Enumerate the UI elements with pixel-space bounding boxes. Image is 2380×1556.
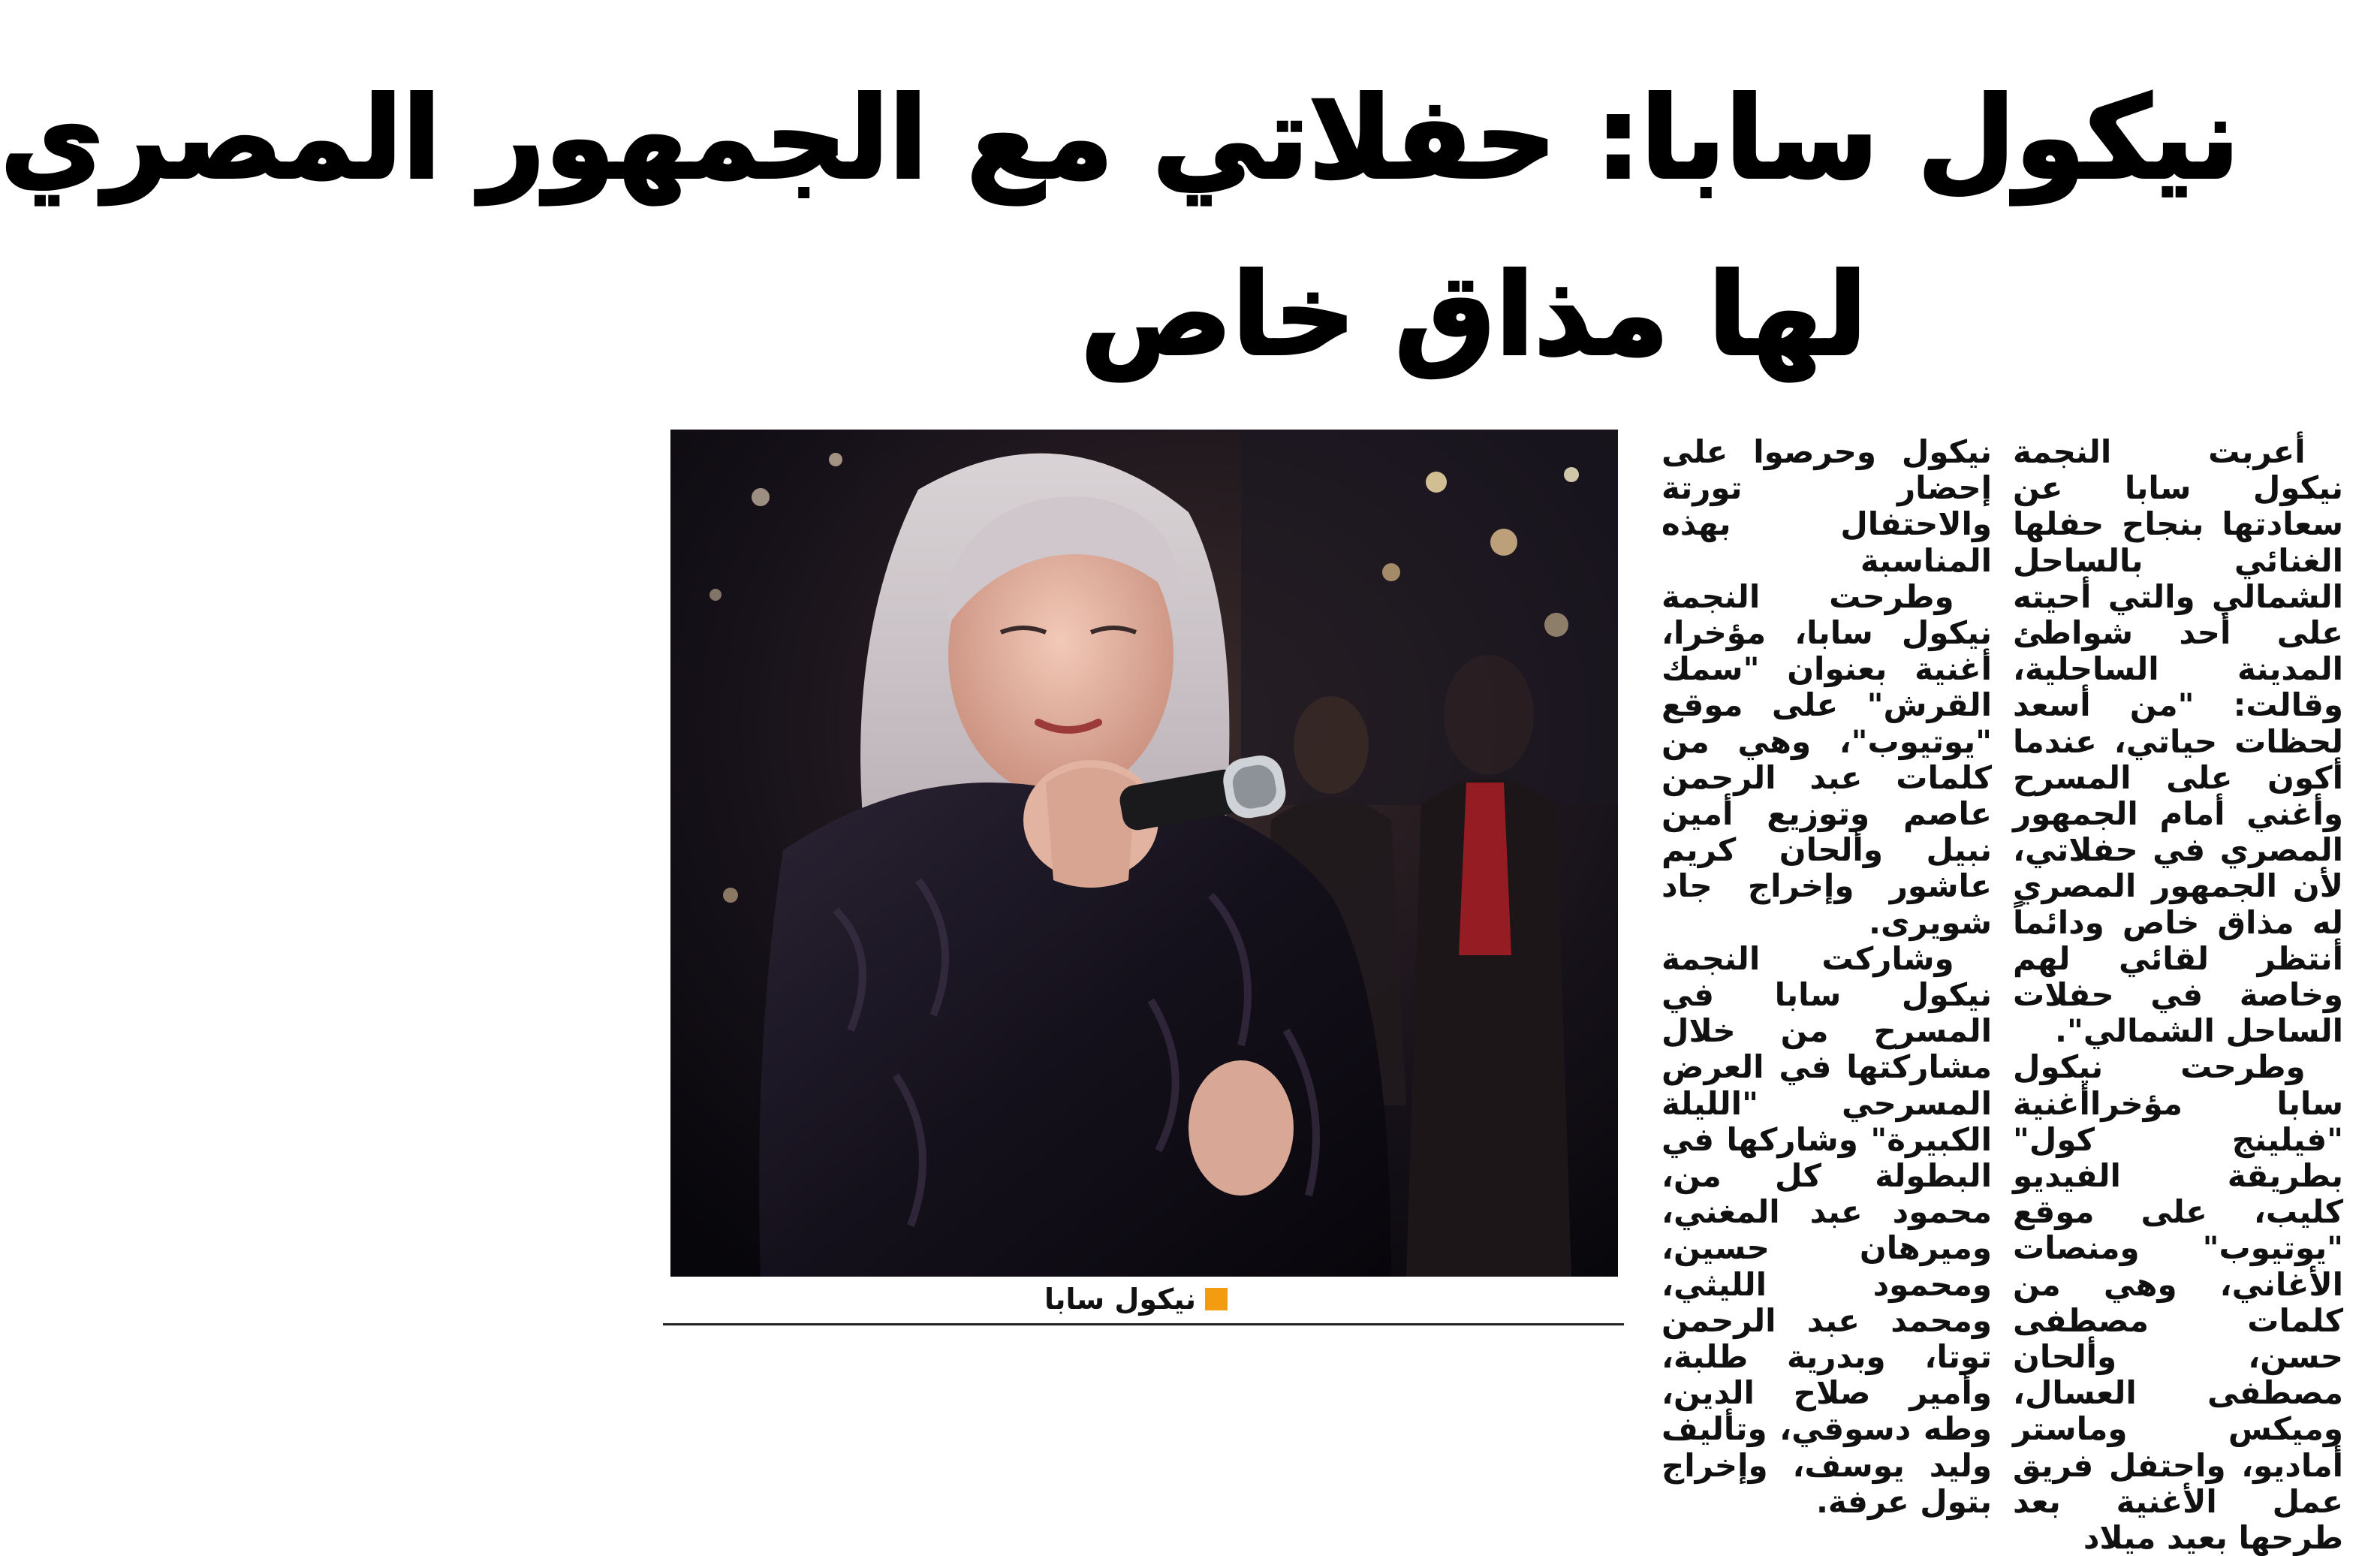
article-column-middle <box>1661 433 1992 1520</box>
column-middle-paragraph-3: وشاركت النجمة نيكول سابا في المسرح من خلال مشاركتها في العرض المسرحي "الليلة الكبيرة" وشاركها في البطولة كل من، محمود عبد المغني، وميرهان حسين، ومحمود الليثي، ومحمد عبد الرحمن توتا، وبدرية طلبة، وأمير صلاح الدين، وطه دسوقي، وتأليف وليد يوسف، وإخراج بتول عرفة. <box>1661 939 1992 1520</box>
article-column-right <box>2013 433 2343 1556</box>
bottom-divider <box>663 1323 1624 1325</box>
column-right-paragraph-2: وطرحت نيكول سابا مؤخراأغنية "فيلينج كول" بطريقة الفيديو كليب، على موقع "يوتيوب" ومنصات الأغاني، وهي من كلمات مصطفى حسن، وألحان مصطفى العسال، وميكس وماستر أماديو، واحتفل فريق عمل الأغنية بعد طرحها بعيد ميلاد <box>2013 1048 2343 1556</box>
column-right-paragraph-1: أعربت النجمة نيكول سابا عن سعادتها بنجاح حفلها الغنائي بالساحل الشمالي والتي أحيته على أحد شواطئ المدينة الساحلية، وقالت: "من أسعد لحظات حياتي، عندما أكون على المسرح وأغني أمام الجمهور المصري في حفلاتي، لأن الجمهور المصري له مذاق خاص ودائماً أنتظر لقائي لهم وخاصة في حفلات الساحل الشمالي". <box>2013 433 2343 1050</box>
column-middle-paragraph-1: نيكول وحرصوا على إحضار تورتة والاحتفال بهذه المناسبة <box>1661 433 1992 579</box>
headline-line-2: لها مذاق خاص <box>1080 250 1867 381</box>
caption-bullet-square <box>1205 1288 1228 1310</box>
singer-photo-illustration <box>670 430 1618 1277</box>
photo-caption <box>1044 1281 1228 1317</box>
column-middle-paragraph-2: وطرحت النجمة نيكول سابا، مؤخرا، أغنية بعنوان "سمك القرش" على موقع "يوتيوب"، وهي من كلمات عبد الرحمن عاصم وتوزيع أمين نبيل وألحان كريم عاشور وإخراج جاد شويرى. <box>1661 577 1992 941</box>
headline-line-1: نيكول سابا: حفلاتي مع الجمهور المصري <box>0 74 2240 204</box>
photo-caption-text: نيكول سابا <box>1044 1283 1197 1316</box>
article-photo <box>670 430 1618 1277</box>
